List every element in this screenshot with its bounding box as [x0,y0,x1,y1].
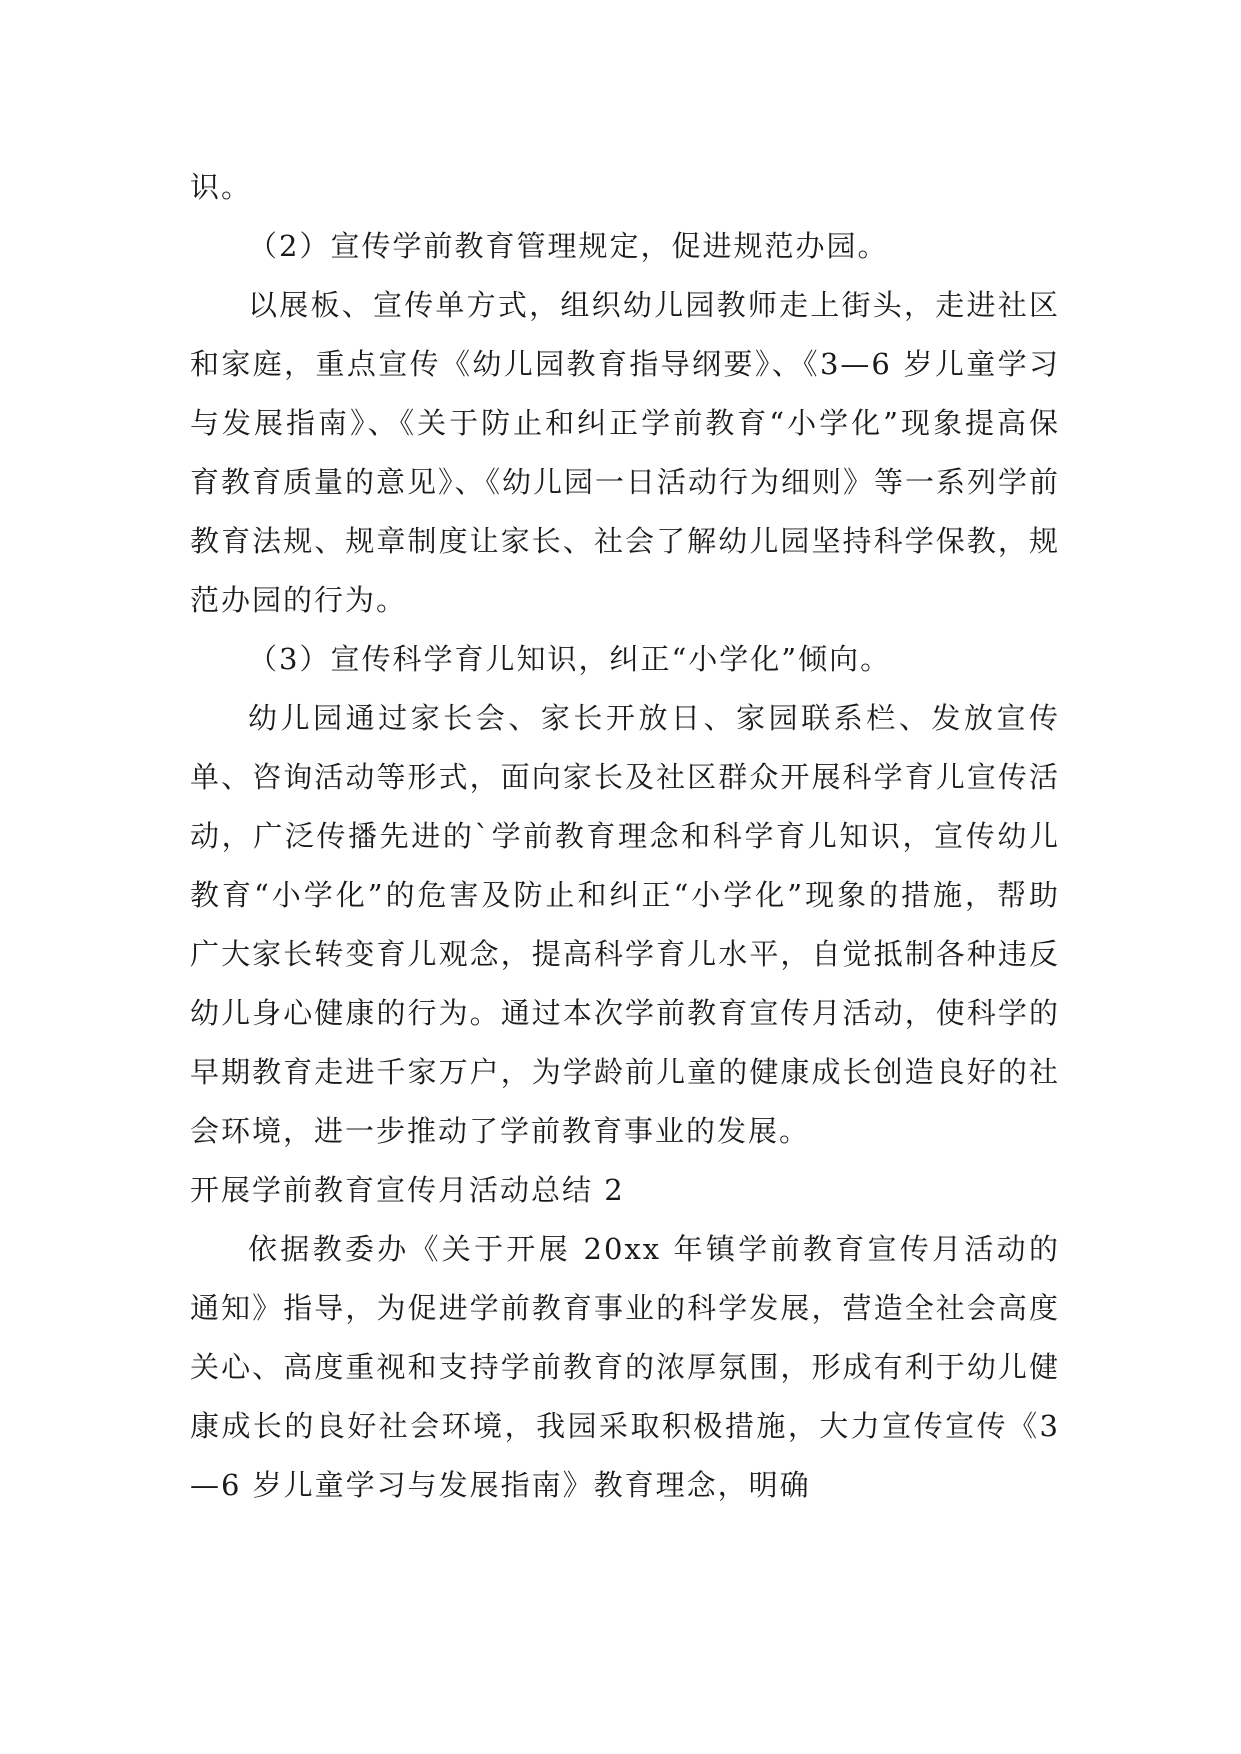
document-body [190,158,1060,1515]
section-title: 开展学前教育宣传月活动总结 2 [190,1173,625,1207]
paragraph-continuation: 识。 [190,170,253,204]
paragraph: 依据教委办《关于开展 20xx 年镇学前教育宣传月活动的通知》指导，为促进学前教育事业的科学发展，营造全社会高度关心、高度重视和支持学前教育的浓厚氛围，形成有利于幼儿健康成长的良好社会环境，我园采取积极措施，大力宣传宣传《3—6 岁儿童学习与发展指南》教育理念，明确 [190,1232,1060,1502]
subheading-2: （2）宣传学前教育管理规定，促进规范办园。 [248,229,889,263]
subheading-3: （3）宣传科学育儿知识，纠正“小学化”倾向。 [248,642,892,676]
paragraph: 以展板、宣传单方式，组织幼儿园教师走上街头，走进社区和家庭，重点宣传《幼儿园教育指导纲要》、《3—6 岁儿童学习与发展指南》、《关于防止和纠正学前教育“小学化”现象提高保育教育质量的意见》、《幼儿园一日活动行为细则》等一系列学前教育法规、规章制度让家长、社会了解幼儿园坚持科学保教，规范办园的行为。 [190,288,1061,617]
paragraph: 幼儿园通过家长会、家长开放日、家园联系栏、发放宣传单、咨询活动等形式，面向家长及社区群众开展科学育儿宣传活动，广泛传播先进的`学前教育理念和科学育儿知识，宣传幼儿教育“小学化”的危害及防止和纠正“小学化”现象的措施，帮助广大家长转变育儿观念，提高科学育儿水平，自觉抵制各种违反幼儿身心健康的行为。通过本次学前教育宣传月活动，使科学的早期教育走进千家万户，为学龄前儿童的健康成长创造良好的社会环境，进一步推动了学前教育事业的发展。 [190,701,1060,1148]
